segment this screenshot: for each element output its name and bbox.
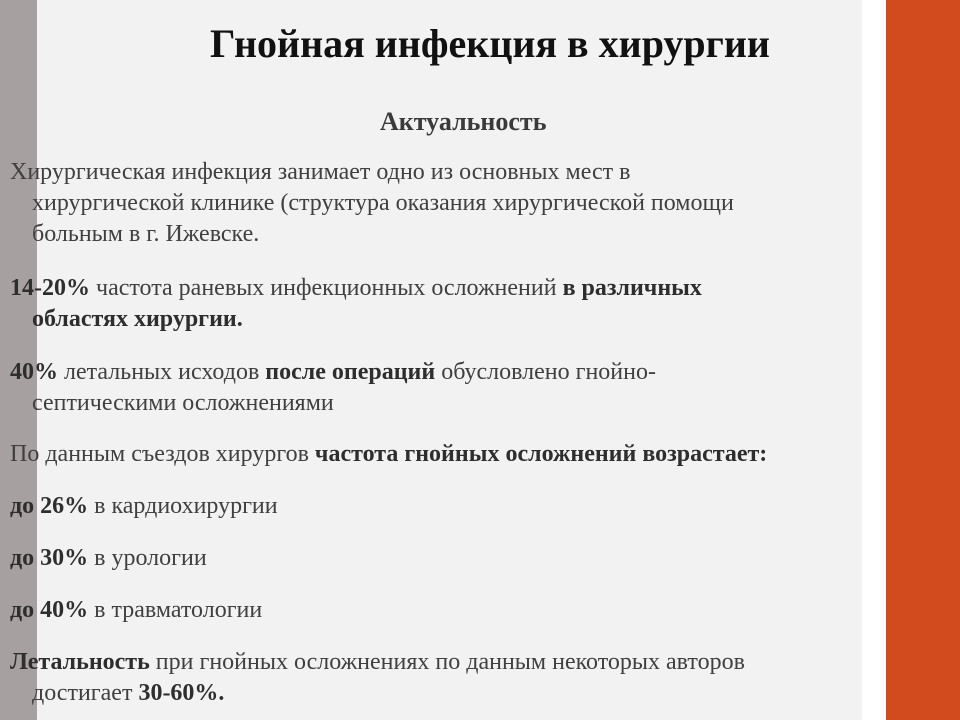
paragraph-text: в урологии bbox=[88, 545, 207, 571]
stat-value: до 30% bbox=[10, 545, 89, 571]
paragraph-text: септическими осложнениями bbox=[32, 390, 334, 416]
paragraph-wound-infection-rate bbox=[10, 273, 960, 335]
paragraph-line: больным в г. Ижевске. bbox=[32, 221, 260, 247]
paragraph-line: Хирургическая инфекция занимает одно из основных мест в bbox=[10, 159, 631, 185]
paragraph-text: По данным съездов хирургов bbox=[10, 441, 315, 467]
paragraph-text: в травматологии bbox=[88, 597, 263, 623]
paragraph-mortality-rate bbox=[10, 647, 960, 709]
emphasis-text: Летальность bbox=[10, 649, 150, 675]
emphasis-text: в различных bbox=[562, 275, 702, 301]
stat-value: до 40% bbox=[10, 597, 89, 623]
paragraph-text: достигает bbox=[32, 680, 139, 706]
paragraph-text: летальных исходов bbox=[58, 359, 266, 385]
paragraph-cardiac-surgery bbox=[10, 491, 960, 522]
slide-subtitle: Актуальность bbox=[380, 107, 547, 136]
paragraph-urology bbox=[10, 543, 960, 574]
emphasis-text: областях хирургии. bbox=[32, 306, 243, 332]
stat-value: до 26% bbox=[10, 493, 89, 519]
paragraph-text: частота раневых инфекционных осложнений bbox=[90, 275, 563, 301]
emphasis-text: после операций bbox=[265, 359, 436, 385]
paragraph-postoperative-mortality bbox=[10, 357, 960, 419]
slide-title: Гнойная инфекция в хирургии bbox=[210, 21, 770, 66]
stat-value: 30-60%. bbox=[138, 680, 225, 706]
paragraph-traumatology bbox=[10, 595, 960, 626]
paragraph-text: обусловлено гнойно- bbox=[435, 359, 656, 385]
paragraph-surgical-infection bbox=[10, 157, 960, 250]
paragraph-congress-data bbox=[10, 439, 960, 470]
stat-value: 40% bbox=[10, 359, 58, 385]
paragraph-line: хирургической клинике (структура оказания хирургической помощи bbox=[32, 190, 734, 216]
paragraph-text: при гнойных осложнениях по данным некоторых авторов bbox=[149, 649, 745, 675]
paragraph-text: в кардиохирургии bbox=[88, 493, 278, 519]
stat-value: 14-20% bbox=[10, 275, 90, 301]
emphasis-text: частота гнойных осложнений возрастает: bbox=[314, 441, 768, 467]
